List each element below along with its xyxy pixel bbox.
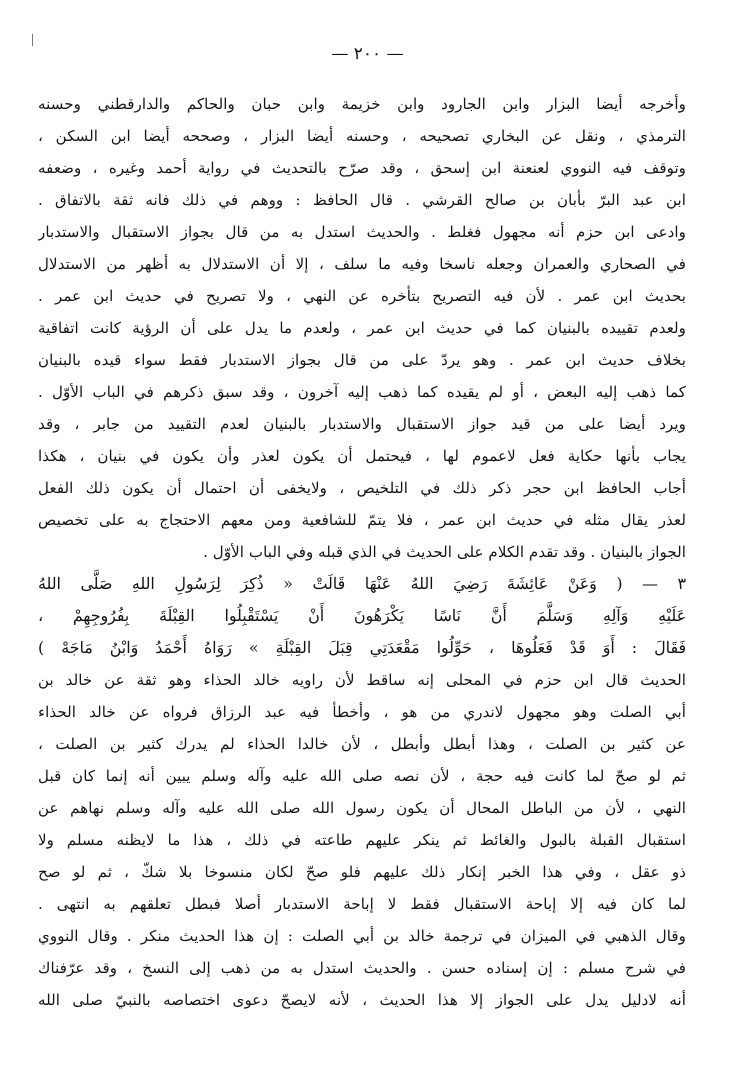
text-line-19: ثم لو صحّ لما كانت فيه حجة ، لأن نصه صلى الله عليه وآله وسلم يبين أنه إنما كان قبل <box>38 767 686 785</box>
text-line-15: الجواز بالبنيان . وقد تقدم الكلام على الحديث في الذي قبله وفي الباب الأوّل . <box>203 543 686 561</box>
text-line-17: أبي الصلت وهو مجهول لاندري من هو ، وأخطأ فيه عبد الرزاق فرواه عن خالد الحذاء <box>38 703 686 721</box>
text-line-22: ذو عقل ، وفي هذا الخبر إنكار ذلك عليهم فلو صحّ لكان منسوخا بلا شكّ ، ثم لو صح <box>38 863 686 881</box>
text-line-26: أنه لادليل يدل على الجواز إلا هذا الحديث ، لأنه لايصحّ دعوى اختصاصه بالنبيّ صلى الله <box>38 991 686 1009</box>
text-line-23: لما كان فيه إلا إباحة الاستقبال فقط لا إباحة الاستدبار أصلا فبطل تعلقهم به انتهى . <box>38 895 686 913</box>
text-line-10: كما ذهب إليه البعض ، أو لم يقيده كما ذهب إليه آخرون ، وقد سبق ذكرهم في الباب الأوّل . <box>38 383 686 401</box>
text-line-20: النهي ، لأن من الباطل المحال أن يكون رسول الله صلى الله عليه وآله وسلم نهاهم عن <box>38 799 686 817</box>
text-line-12: يجاب بأنها حكاية فعل لاعموم لها ، فيحتمل أن يكون لعذر وأن يكون في بنيان ، هكذا <box>38 447 686 465</box>
text-line-9: بخلاف حديث ابن عمر . وهو يردّ على من قال بجواز الاستدبار فقط سواء قيده بالبنيان <box>38 351 686 369</box>
text-line-4: ابن عبد البرّ بأبان بن صالح القرشي . قال الحافظ : ووهم في ذلك فانه ثقة بالاتفاق . <box>38 191 686 209</box>
text-line-24: وقال الذهبي في الميزان في ترجمة خالد بن أبي الصلت : إن هذا الحديث منكر . وقال النووي <box>38 927 686 945</box>
text-line-3: وتوقف فيه النووي لعنعنة ابن إسحق ، وقد صرّح بالتحديث في رواية أحمد وغيره ، وضعفه <box>38 159 686 177</box>
text-line-7: بحديث ابن عمر . لأن فيه التصريح بتأخره عن النهي ، ولا تصريح في حديث ابن عمر . <box>38 287 686 305</box>
text-line-25: في شرح مسلم : إن إسناده حسن . والحديث استدل به من ذهب إلى النسخ ، وقد عرّفناك <box>38 959 686 977</box>
hadith-line-3: فَقَالَ : أَوَ قَدْ فَعَلُوهَا ، حَوِّلُوا مَقْعَدَتِي قِبَلَ القِبْلَةِ » رَوَاهُ أَحْمَدُ وَابْنُ مَاجَهْ ) <box>38 638 686 657</box>
hadith-line-1: ٣ — ( وَعَنْ عَائِشَةَ رَضِيَ اللهُ عَنْهَا قَالَتْ « ذُكِرَ لِرَسُولِ اللهِ صَلَّى اللهُ <box>38 574 686 593</box>
text-line-1: وأخرجه أيضا البزار وابن الجارود وابن خزيمة وابن حبان والحاكم والدارقطني وحسنه <box>38 95 686 113</box>
text-line-16: الحديث قال ابن حزم في المحلى إنه ساقط لأن راويه خالد الحذاء وهو ثقة عن خالد بن <box>38 671 686 689</box>
text-line-5: وادعى ابن حزم أنه مجهول فغلط . والحديث استدل به من قال بجواز الاستقبال والاستدبار <box>38 223 686 241</box>
text-line-14: لعذر يقال مثله في حديث ابن عمر ، فلا يتمّ للشافعية ومن معهم الاحتجاج به على تخصيص <box>38 511 686 529</box>
hadith-line-2: عَلَيْهِ وَآلِهِ وَسَلَّمَ أَنَّ نَاسًا يَكْرَهُونَ أَنْ يَسْتَقْبِلُوا القِبْلَةَ بِفُرُوجِهِمْ ، <box>38 606 686 625</box>
text-line-21: استقبال القبلة بالبول والغائط ثم ينكر عليهم طاعته في ذلك ، هذا ما لايظنه مسلم ولا <box>38 831 686 849</box>
text-line-6: في الصحاري والعمران وجعله ناسخا وفيه ما سلف ، إلا أن الاستدلال به أظهر من الاستدلال <box>38 255 686 273</box>
body-text <box>38 88 686 1016</box>
text-line-18: عن كثير بن الصلت ، وهذا أبطل وأبطل ، لأن خالدا الحذاء لم يدرك كثير بن الصلت ، <box>38 735 686 753</box>
text-line-13: أجاب الحافظ ابن حجر ذكر ذلك في التلخيص ، ولايخفى أن احتمال أن يكون ذلك الفعل <box>38 479 686 497</box>
text-line-8: ولعدم تقييده بالبنيان كما في حديث ابن عمر ، ولعدم ما يدل على أن الرؤية كانت اتفاقية <box>38 319 686 337</box>
page-number: — ٢٠٠ — <box>331 44 404 64</box>
text-line-11: ويرد أيضا على من قيد جواز الاستقبال والاستدبار بالبنيان لعدم التقييد من جابر ، وقد <box>38 415 686 433</box>
text-line-2: الترمذي ، ونقل عن البخاري تصحيحه ، وحسنه أيضا البزار ، وصححه أيضا ابن السكن ، <box>38 127 686 145</box>
